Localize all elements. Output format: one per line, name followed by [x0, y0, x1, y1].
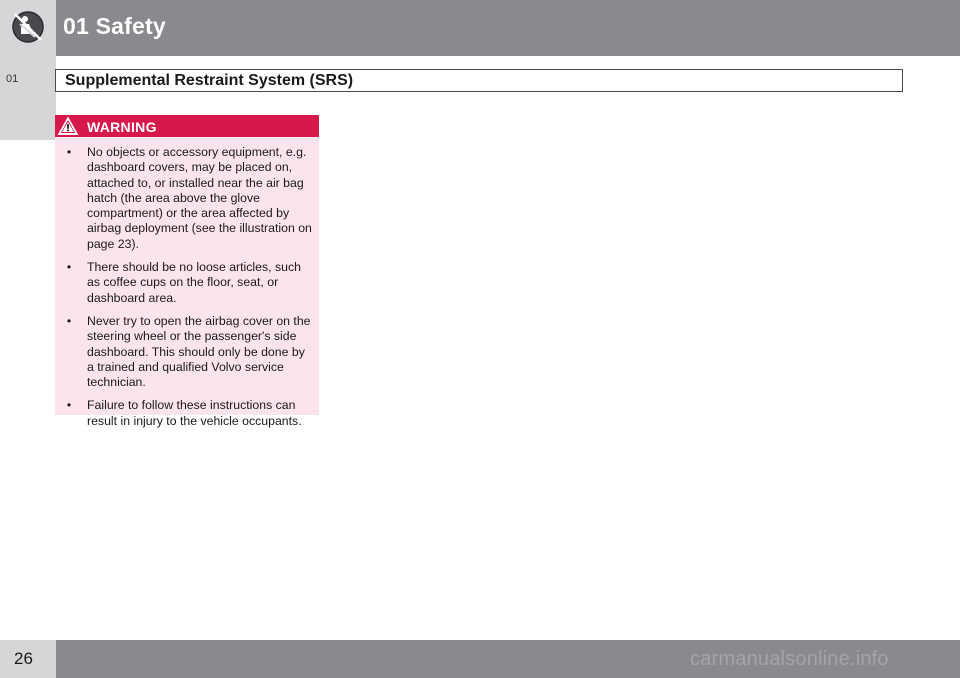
bullet-icon: • [66, 398, 72, 413]
page-number: 26 [14, 649, 33, 668]
bullet-icon: • [66, 313, 72, 328]
warning-item [63, 260, 313, 306]
bullet-icon: • [66, 145, 72, 159]
warning-title: WARNING [87, 119, 157, 135]
warning-item-text: No objects or accessory equipment, e.g. dashboard covers, may be placed on, attached to, or installed near the air bag hatch (the area above the glove compartment) or the area affected by airbag deployment (see the illustration on page 23). [87, 145, 312, 251]
bullet-icon: • [66, 260, 72, 275]
warning-item [63, 145, 313, 252]
warning-item-text: There should be no loose articles, such as coffee cups on the floor, seat, or dashboard area. [87, 260, 301, 305]
chapter-title: 01 Safety [63, 13, 166, 39]
warning-list [63, 145, 313, 437]
watermark: carmanualsonline.info [690, 648, 889, 670]
warning-triangle-icon [57, 116, 79, 136]
warning-header [55, 115, 319, 137]
warning-item-text: Never try to open the airbag cover on the steering wheel or the passenger's side dashboard. This should only be done by a trained and qualified Volvo service technician. [87, 313, 311, 390]
chapter-side-tab [0, 56, 56, 140]
side-tab-label: 01 [6, 73, 19, 85]
warning-item [63, 314, 313, 390]
warning-item [63, 398, 313, 429]
seatbelt-icon [11, 10, 45, 46]
warning-box [55, 115, 319, 428]
page-number-box [0, 640, 56, 678]
section-heading [55, 69, 903, 92]
warning-item-text: Failure to follow these instructions can result in injury to the vehicle occupants. [87, 398, 302, 428]
chapter-icon-box [0, 0, 56, 56]
section-heading-text: Supplemental Restraint System (SRS) [65, 72, 354, 89]
